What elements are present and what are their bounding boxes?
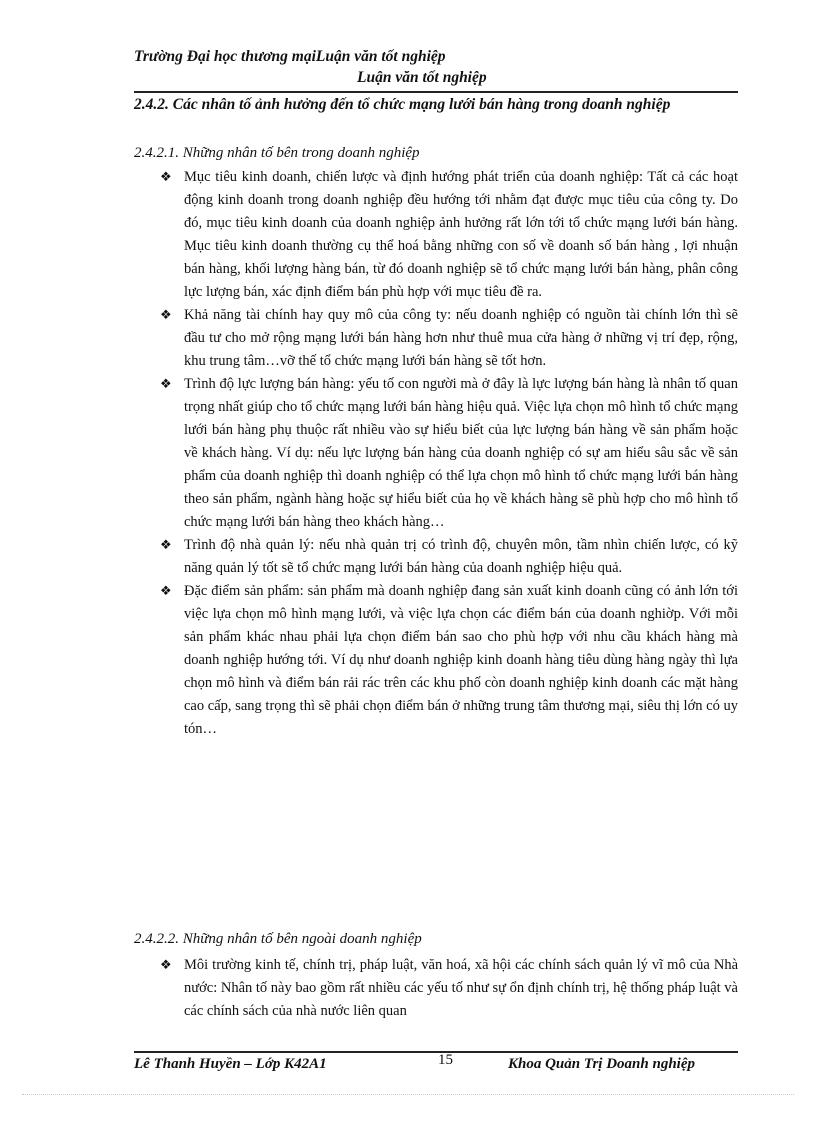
header-school: Trường Đại học thương mạiLuận văn tốt nghiệp bbox=[134, 48, 446, 65]
bullet-icon: ❖ bbox=[160, 958, 172, 973]
footer-faculty: Khoa Quản Trị Doanh nghiệp bbox=[508, 1056, 696, 1072]
footer-rule bbox=[134, 1051, 738, 1053]
internal-factors-list bbox=[134, 166, 738, 741]
list-item-text: Trình độ lực lượng bán hàng: yếu tố con người mà ở đây là lực lượng bán hàng là nhân tố quan trọng nhất giúp cho tổ chức mạng lưới bán hàng hiệu quả. Việc lựa chọn mô hình tổ chức mạng lưới bán hàng phụ thuộc rất nhiều vào sự hiểu biết của lực lượng bán hàng về sản phẩm hoặc về khách hàng. Ví dụ: nếu lực lượng bán hàng của doanh nghiệp có sự am hiểu sâu sắc về sản phẩm của doanh nghiệp thì doanh nghiệp có thể lựa chọn mô hình tổ chức mạng lưới bán hàng theo sản phẩm, ngành hàng hoặc sự hiểu biết của họ về khách hàng sẽ phù hợp cho mô hình tổ chức mạng lưới bán hàng theo khách hàng… bbox=[184, 376, 738, 530]
bullet-icon: ❖ bbox=[160, 538, 172, 553]
subsection-heading-internal: 2.4.2.1. Những nhân tố bên trong doanh nghiệp bbox=[134, 145, 420, 161]
list-item bbox=[134, 373, 738, 534]
list-item-text: Môi trường kinh tế, chính trị, pháp luật, văn hoá, xã hội các chính sách quản lý vĩ mô của Nhà nước: Nhân tố này bao gồm rất nhiều các yếu tố như sự ổn định chính trị, hệ thống pháp luật và các chính sách của nhà nước liên quan bbox=[184, 957, 738, 1019]
list-item bbox=[134, 534, 738, 580]
header-title: Luận văn tốt nghiệp bbox=[357, 69, 487, 86]
list-item bbox=[134, 304, 738, 373]
bullet-icon: ❖ bbox=[160, 170, 172, 185]
bullet-icon: ❖ bbox=[160, 308, 172, 323]
bullet-icon: ❖ bbox=[160, 377, 172, 392]
page-number: 15 bbox=[438, 1052, 453, 1068]
section-heading: 2.4.2. Các nhân tố ảnh hưởng đến tổ chức mạng lưới bán hàng trong doanh nghiệp bbox=[134, 96, 671, 113]
list-item-text: Khả năng tài chính hay quy mô của công ty: nếu doanh nghiệp có nguồn tài chính lớn thì sẽ đầu tư cho mở rộng mạng lưới bán hàng hơn như thuê mua cửa hàng ở những vị trí đẹp, rộng, khu trung tâm…vỡ thế tổ chức mạng lưới bán hàng sẽ tốt hơn. bbox=[184, 307, 738, 369]
list-item-text: Mục tiêu kinh doanh, chiến lược và định hướng phát triển của doanh nghiệp: Tất cả các hoạt động kinh doanh trong doanh nghiệp đều hướng tới nhằm đạt được mục tiêu của công ty. Do đó, mục tiêu kinh doanh của doanh nghiệp ảnh hưởng rất lớn tới tổ chức mạng lưới bán hàng. Mục tiêu kinh doanh thường cụ thể hoá bằng những con số về doanh số bán hàng , lợi nhuận bán hàng, khối lượng hàng bán, từ đó doanh nghiệp sẽ tổ chức mạng lưới bán hàng, phân công lực lượng bán, xác định điểm bán phù hợp với mục tiêu đề ra. bbox=[184, 169, 738, 300]
subsection-heading-external: 2.4.2.2. Những nhân tố bên ngoài doanh nghiệp bbox=[134, 931, 422, 947]
list-item-text: Đặc điểm sản phẩm: sản phẩm mà doanh nghiệp đang sản xuất kinh doanh cũng có ảnh lớn tới việc lựa chọn mô hình mạng lưới, và việc lựa chọn các điểm bán của doanh nghiờp. Với mỗi sản phẩm khác nhau phải lựa chọn điểm bán sao cho phù hợp với nhu cầu khách hàng mà doanh nghiệp hướng tới. Ví dụ như doanh nghiệp kinh doanh hàng tiêu dùng hàng ngày thì lựa chọn mô hình và điểm bán rải rác trên các khu phố còn doanh nghiệp kinh doanh các mặt hàng cao cấp, sang trọng thì sẽ phải chọn điểm bán ở những trung tâm thương mại, siêu thị lớn có uy tón… bbox=[184, 583, 738, 737]
list-item bbox=[134, 580, 738, 741]
list-item bbox=[134, 954, 738, 1023]
list-item-text: Trình độ nhà quản lý: nếu nhà quản trị có trình độ, chuyên môn, tầm nhìn chiến lược, có kỹ năng quản lý tốt sẽ tổ chức mạng lưới bán hàng của doanh nghiệp hiệu quả. bbox=[184, 537, 738, 576]
footer-author: Lê Thanh Huyền – Lớp K42A1 bbox=[134, 1056, 327, 1072]
page-edge-divider bbox=[22, 1094, 794, 1095]
bullet-icon: ❖ bbox=[160, 584, 172, 599]
list-item bbox=[134, 166, 738, 304]
external-factors-list bbox=[134, 954, 738, 1023]
